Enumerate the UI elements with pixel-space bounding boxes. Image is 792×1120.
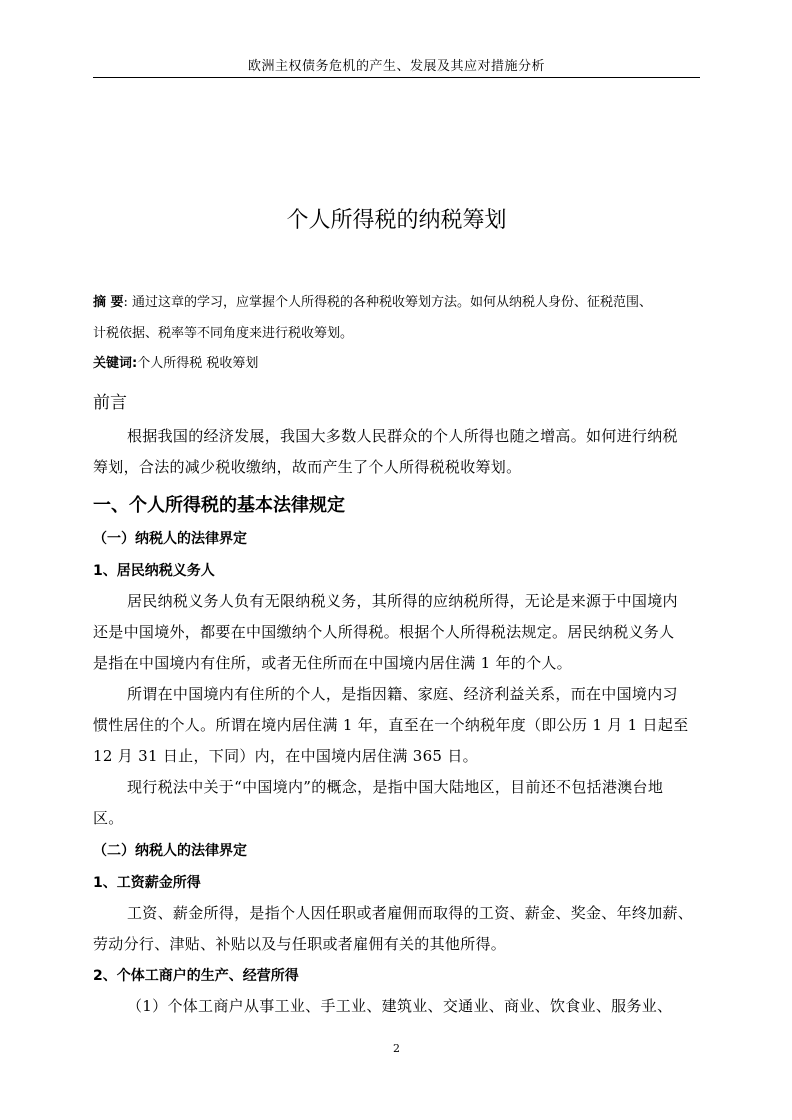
paragraph-line: 所谓在中国境内有住所的个人，是指因籍、家庭、经济利益关系，而在中国境内习 <box>127 685 678 703</box>
item-1-heading: 1、居民纳税义务人 <box>93 563 215 579</box>
paragraph-line: 居民纳税义务人负有无限纳税义务，其所得的应纳税所得，无论是来源于中国境内 <box>127 592 678 610</box>
running-header: 欧洲主权债务危机的产生、发展及其应对措施分析 <box>247 59 545 74</box>
abstract <box>93 291 700 310</box>
keywords <box>93 352 700 371</box>
preface-line-2: 筹划，合法的减少税收缴纳，故而产生了个人所得税税收筹划。 <box>93 458 522 476</box>
item-2-heading: 2、个体工商户的生产、经营所得 <box>93 968 299 984</box>
keywords-text: 个人所得税 税收筹划 <box>137 356 259 371</box>
header-rule <box>93 77 700 78</box>
paragraph-line: 劳动分行、津贴、补贴以及与任职或者雇佣有关的其他所得。 <box>93 935 507 953</box>
paragraph-line: 是指在中国境内有住所，或者无住所而在中国境内居住满 1 年的个人。 <box>93 654 572 672</box>
preface-line-1: 根据我国的经济发展，我国大多数人民群众的个人所得也随之增高。如何进行纳税 <box>127 427 678 445</box>
keywords-label: 关键词: <box>93 356 138 371</box>
paragraph-line: 还是中国境外，都要在中国缴纳个人所得税。根据个人所得税法规定。居民纳税义务人 <box>93 623 675 641</box>
page-number: 2 <box>393 1042 400 1055</box>
abstract-label: 摘 要 <box>93 295 124 310</box>
section-1-heading: 一、个人所得税的基本法律规定 <box>93 495 345 516</box>
paragraph-line: 12 月 31 日止，下同）内，在中国境内居住满 365 日。 <box>93 747 478 765</box>
item-1-heading: 1、工资薪金所得 <box>93 875 201 891</box>
paragraph-line: 区。 <box>93 809 124 827</box>
abstract-text-2: 计税依据、税率等不同角度来进行税收筹划。 <box>93 326 354 341</box>
document-title: 个人所得税的纳税筹划 <box>286 208 507 233</box>
subsection-2-heading: （二）纳税人的法律界定 <box>93 843 247 859</box>
paragraph-line: 现行税法中关于“中国境内”的概念，是指中国大陆地区，目前还不包括港澳台地 <box>127 778 664 796</box>
paragraph-line: 惯性居住的个人。所谓在境内居住满 1 年，直至在一个纳税年度（即公历 1 月 1 日起至 <box>93 716 689 734</box>
abstract-text-1: : 通过这章的学习，应掌握个人所得税的各种税收筹划方法。如何从纳税人身份、征税范围、 <box>123 295 653 310</box>
paragraph-line: 工资、薪金所得，是指个人因任职或者雇佣而取得的工资、薪金、奖金、年终加薪、 <box>127 904 694 922</box>
subsection-1-heading: （一）纳税人的法律界定 <box>93 531 247 547</box>
paragraph-line: （1）个体工商户从事工业、手工业、建筑业、交通业、商业、饮食业、服务业、 <box>127 997 673 1015</box>
preface-heading: 前言 <box>93 393 127 413</box>
